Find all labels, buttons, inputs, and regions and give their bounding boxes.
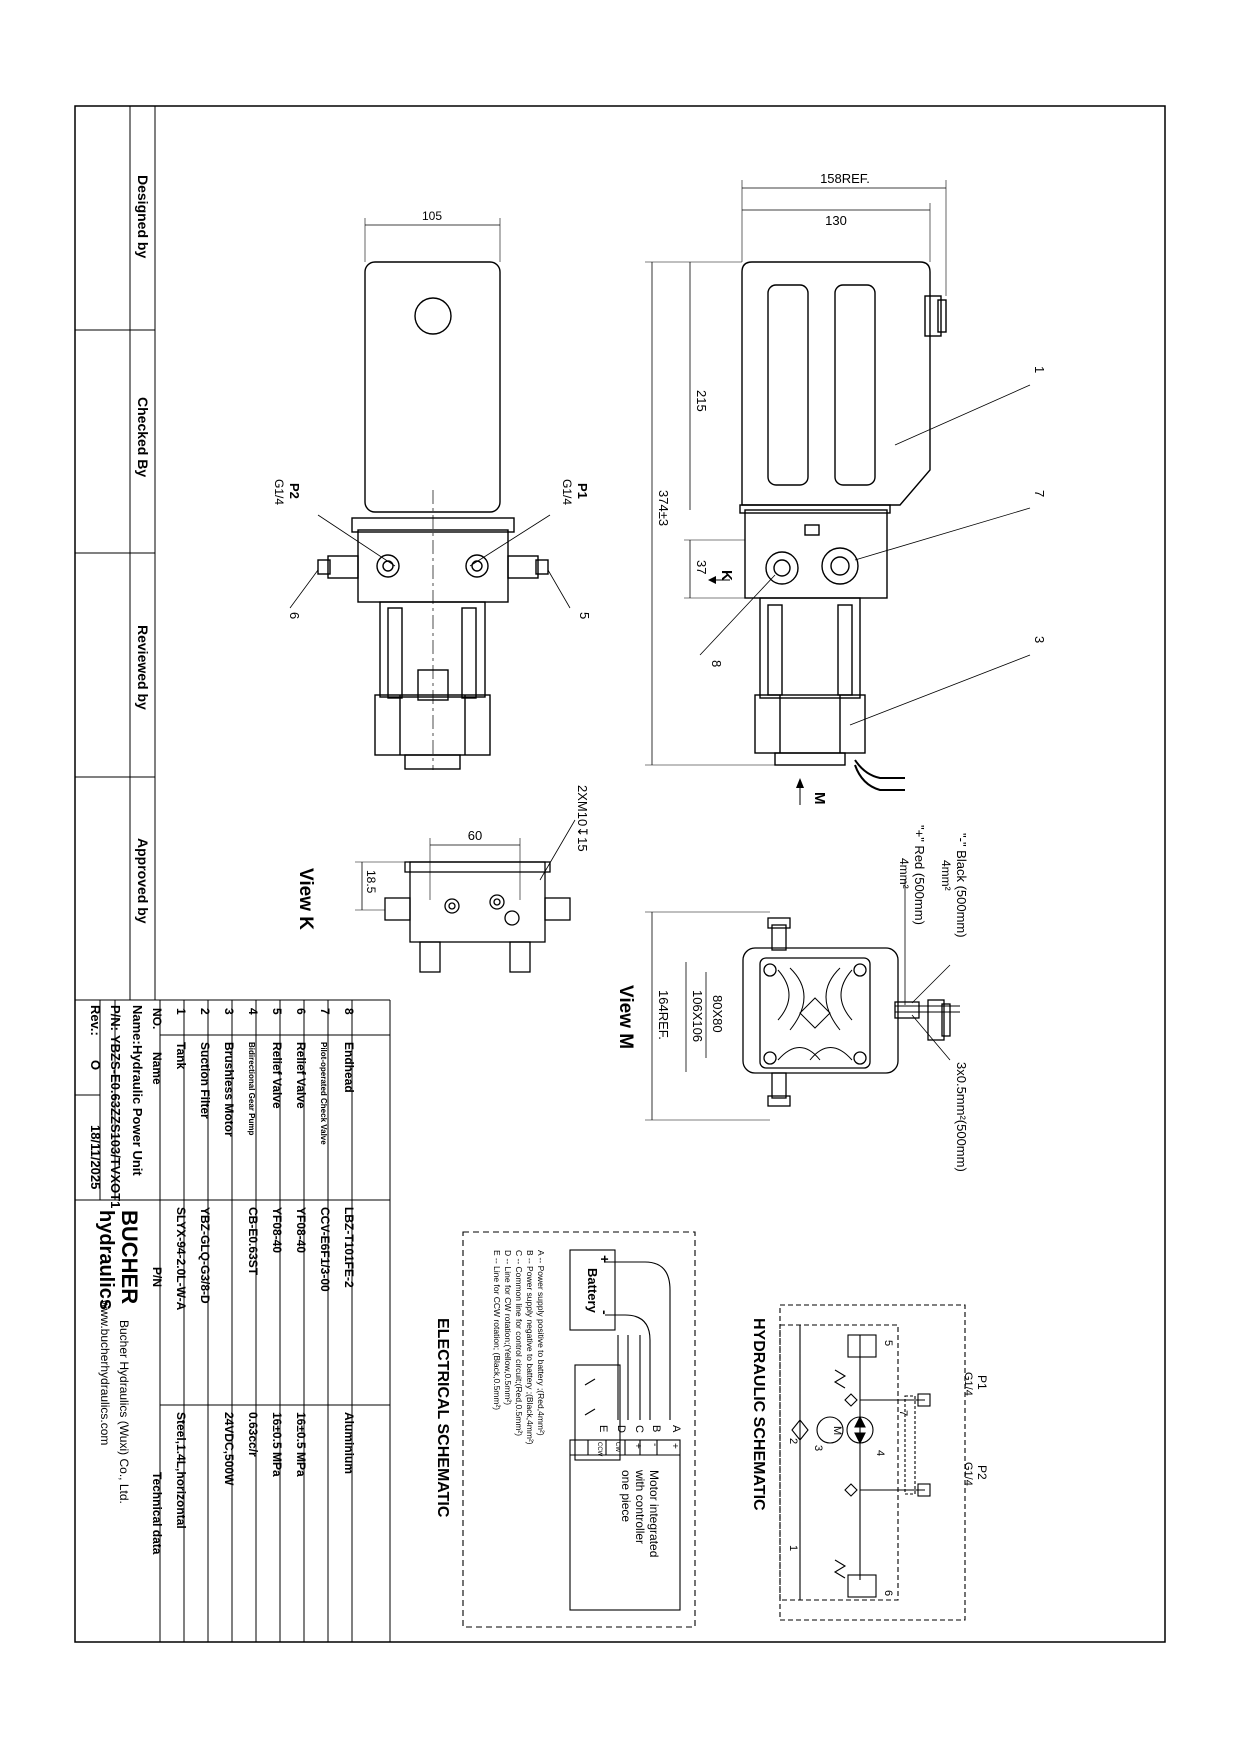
dim-18-5: 18.5 <box>364 870 378 894</box>
red-wire-label: "+" Red (500mm) <box>912 825 927 925</box>
pn-value: YBZS-E0.63ZZS103/TVXOT1 <box>108 1035 123 1209</box>
term-b: B <box>650 1425 662 1433</box>
term-e-sym: CCW <box>596 1442 602 1457</box>
callout-7: 7 <box>1032 490 1047 498</box>
hyd-label-1: 1 <box>787 1545 799 1552</box>
company-website: www.bucherhydraulics.com <box>98 1300 112 1446</box>
electrical-schematic-labels <box>434 1250 682 1557</box>
designed-by-label: Designed by <box>135 175 151 259</box>
hyd-label-2: 2 <box>787 1438 799 1445</box>
bom-row-pn: SLYX-94-2.0L-W-A <box>174 1207 188 1311</box>
dim-105: 105 <box>421 209 443 223</box>
bom-row-pn: CB-E0.63ST <box>246 1207 260 1276</box>
bom-header-tech: Technical data <box>150 1472 164 1555</box>
k-arrow-head <box>708 576 716 584</box>
dim-374: 374±3 <box>656 490 671 527</box>
hyd-p1-thread: G1/4 <box>962 1372 974 1396</box>
bom-row-name: Brushless Motor <box>222 1042 236 1137</box>
front-view <box>290 218 570 770</box>
term-a: A <box>670 1425 682 1433</box>
m-label: M <box>811 792 828 805</box>
company-name: Bucher Hydraulics (Wuxi) Co., Ltd. <box>117 1320 131 1504</box>
motor-note-2: with controller <box>633 1470 647 1545</box>
black-wire-label: "-" Black (500mm) <box>954 833 969 938</box>
bom-row-pn: CCV-E6F1/3-00 <box>318 1207 332 1292</box>
electrical-title: ELECTRICAL SCHEMATIC <box>434 1318 451 1518</box>
side-view-labels <box>656 171 1047 805</box>
bom-row-no: 3 <box>222 1008 236 1015</box>
dim-60: 60 <box>467 828 483 843</box>
legend-d: D -- Line for CW rotation;(Yellow,0.5mm²) <box>503 1250 513 1406</box>
company-logo-bottom: hydraulics <box>95 1210 117 1311</box>
view-k-title: View K <box>295 868 316 930</box>
legend-a: A -- Power supply positive to battery ;(Red,4mm²) <box>536 1250 546 1436</box>
signal-wire-label: 3x0.5mm²(500mm) <box>954 1062 969 1172</box>
bom-row-no: 8 <box>342 1008 356 1015</box>
bom-row-no: 4 <box>246 1008 260 1015</box>
red-wire-size: 4mm² <box>897 858 911 889</box>
bom-row-pn: YF08-40 <box>294 1207 308 1254</box>
reviewed-by-label: Reviewed by <box>135 625 151 710</box>
callout-6: 6 <box>287 612 302 620</box>
p1-label: P1 <box>575 483 590 499</box>
hyd-label-4: 4 <box>874 1450 886 1457</box>
side-view <box>645 180 1030 805</box>
p2-thread: G1/4 <box>272 479 286 506</box>
bom-row-tech: 16±0.5 MPa <box>294 1412 308 1477</box>
hyd-label-3: 3 <box>812 1445 824 1452</box>
name-label: Name: <box>130 1005 145 1045</box>
rev-value: O <box>88 1060 103 1071</box>
p1-thread: G1/4 <box>560 479 574 506</box>
bom-row-no: 2 <box>198 1008 212 1015</box>
bom-row-name: Relief Valve <box>270 1042 284 1109</box>
battery-plus: + <box>597 1255 613 1264</box>
bom-row-name: Suction Filter <box>198 1042 212 1119</box>
holes-spec: 2XM10↧15 <box>575 785 590 852</box>
hydraulic-title: HYDRAULIC SCHEMATIC <box>750 1318 767 1511</box>
dim-106: 106X106 <box>690 990 705 1043</box>
pn-label: P/N: <box>108 1005 123 1031</box>
bom-row-no: 6 <box>294 1008 308 1015</box>
bom-row-no: 1 <box>174 1008 188 1015</box>
title-info <box>88 1005 145 1504</box>
bom-header-pn: P/N <box>150 1267 164 1288</box>
bom-row-pn: YF08-40 <box>270 1207 284 1254</box>
name-value: Hydraulic Power Unit <box>130 1045 145 1176</box>
title-strip <box>75 106 390 1000</box>
term-e: E <box>597 1425 609 1433</box>
bom-row-no: 5 <box>270 1008 284 1015</box>
rev-label: Rev.: <box>88 1005 103 1036</box>
bom-row-tech: 24VDC,500W <box>222 1412 236 1486</box>
hyd-label-5: 5 <box>882 1340 894 1347</box>
callout-3: 3 <box>1032 636 1047 644</box>
dim-80: 80X80 <box>710 995 725 1033</box>
hydraulic-schematic <box>780 1305 965 1620</box>
hyd-label-6: 6 <box>882 1590 894 1597</box>
bom-row-name: Bidirectional Gear Pump <box>247 1042 256 1136</box>
m-arrow-head <box>796 778 804 788</box>
p2-label: P2 <box>287 483 302 499</box>
legend-c: C -- Common line for control circuit;(Red,0.5mm²) <box>514 1250 524 1437</box>
legend-e: E -- Line for CCW rotation; (Black,0.5mm²) <box>492 1250 502 1411</box>
battery-minus: - <box>597 1310 613 1315</box>
bom-row-tech: 16±0.5 MPa <box>270 1412 284 1477</box>
dim-130: 130 <box>825 213 847 228</box>
hyd-p2-thread: G1/4 <box>962 1462 974 1486</box>
bom-row-tech: Steel,1.4L,horizontal <box>174 1412 188 1529</box>
k-label: K <box>718 570 735 581</box>
company-logo-top: BUCHER <box>117 1210 142 1305</box>
motor-note-1: Motor integrated <box>647 1470 661 1558</box>
front-view-labels <box>272 209 592 619</box>
date-value: 18/11/2025 <box>88 1125 103 1190</box>
view-k-labels <box>295 785 590 930</box>
term-c-sym: + <box>632 1443 643 1449</box>
hyd-p1: P1 <box>975 1375 989 1390</box>
motor-note-3: one piece <box>619 1470 633 1523</box>
hydraulic-schematic-labels <box>750 1318 989 1596</box>
bom-row-name: Tank <box>174 1042 188 1070</box>
view-k <box>355 820 575 972</box>
bom-header-name: Name <box>150 1052 164 1085</box>
bom-row-name: Pilot-operated Check Valve <box>319 1042 328 1145</box>
dim-37: 37 <box>694 560 709 575</box>
bom-header-no: NO. <box>150 1008 164 1030</box>
dim-158: 158REF. <box>820 171 870 186</box>
dim-164: 164REF. <box>656 990 671 1040</box>
bom-row-tech: Aluminium <box>342 1412 356 1474</box>
callout-5: 5 <box>577 612 592 620</box>
bom-row-name: Endhead <box>342 1042 356 1093</box>
bom-row-pn: LBZ-T101FE-2 <box>342 1207 356 1288</box>
term-d-sym: CW <box>614 1442 620 1452</box>
bom-row-pn: YBZ-GLQ-G3/8-D <box>198 1207 212 1304</box>
term-c: C <box>633 1425 645 1433</box>
battery-label: Battery <box>585 1268 600 1313</box>
hyd-label-m: M <box>831 1426 843 1436</box>
hyd-label-7: 7 <box>897 1410 909 1417</box>
legend-b: B -- Power supply negative to battery ;(Black,4mm²) <box>525 1250 535 1445</box>
callout-1: 1 <box>1032 366 1047 374</box>
term-b-sym: - <box>649 1443 660 1447</box>
bom-row-name: Relief Valve <box>294 1042 308 1109</box>
term-d: D <box>615 1425 627 1433</box>
bom-row-no: 7 <box>318 1008 332 1015</box>
approved-by-label: Approved by <box>135 838 151 924</box>
checked-by-label: Checked By <box>135 397 151 478</box>
bom-row-tech: 0.63cc/r <box>246 1412 260 1457</box>
hyd-p2: P2 <box>975 1465 989 1480</box>
term-a-sym: + <box>669 1443 680 1449</box>
black-wire-size: 4mm² <box>939 860 953 891</box>
callout-8: 8 <box>709 660 724 668</box>
dim-215: 215 <box>694 390 709 412</box>
view-m-title: View M <box>615 985 636 1050</box>
